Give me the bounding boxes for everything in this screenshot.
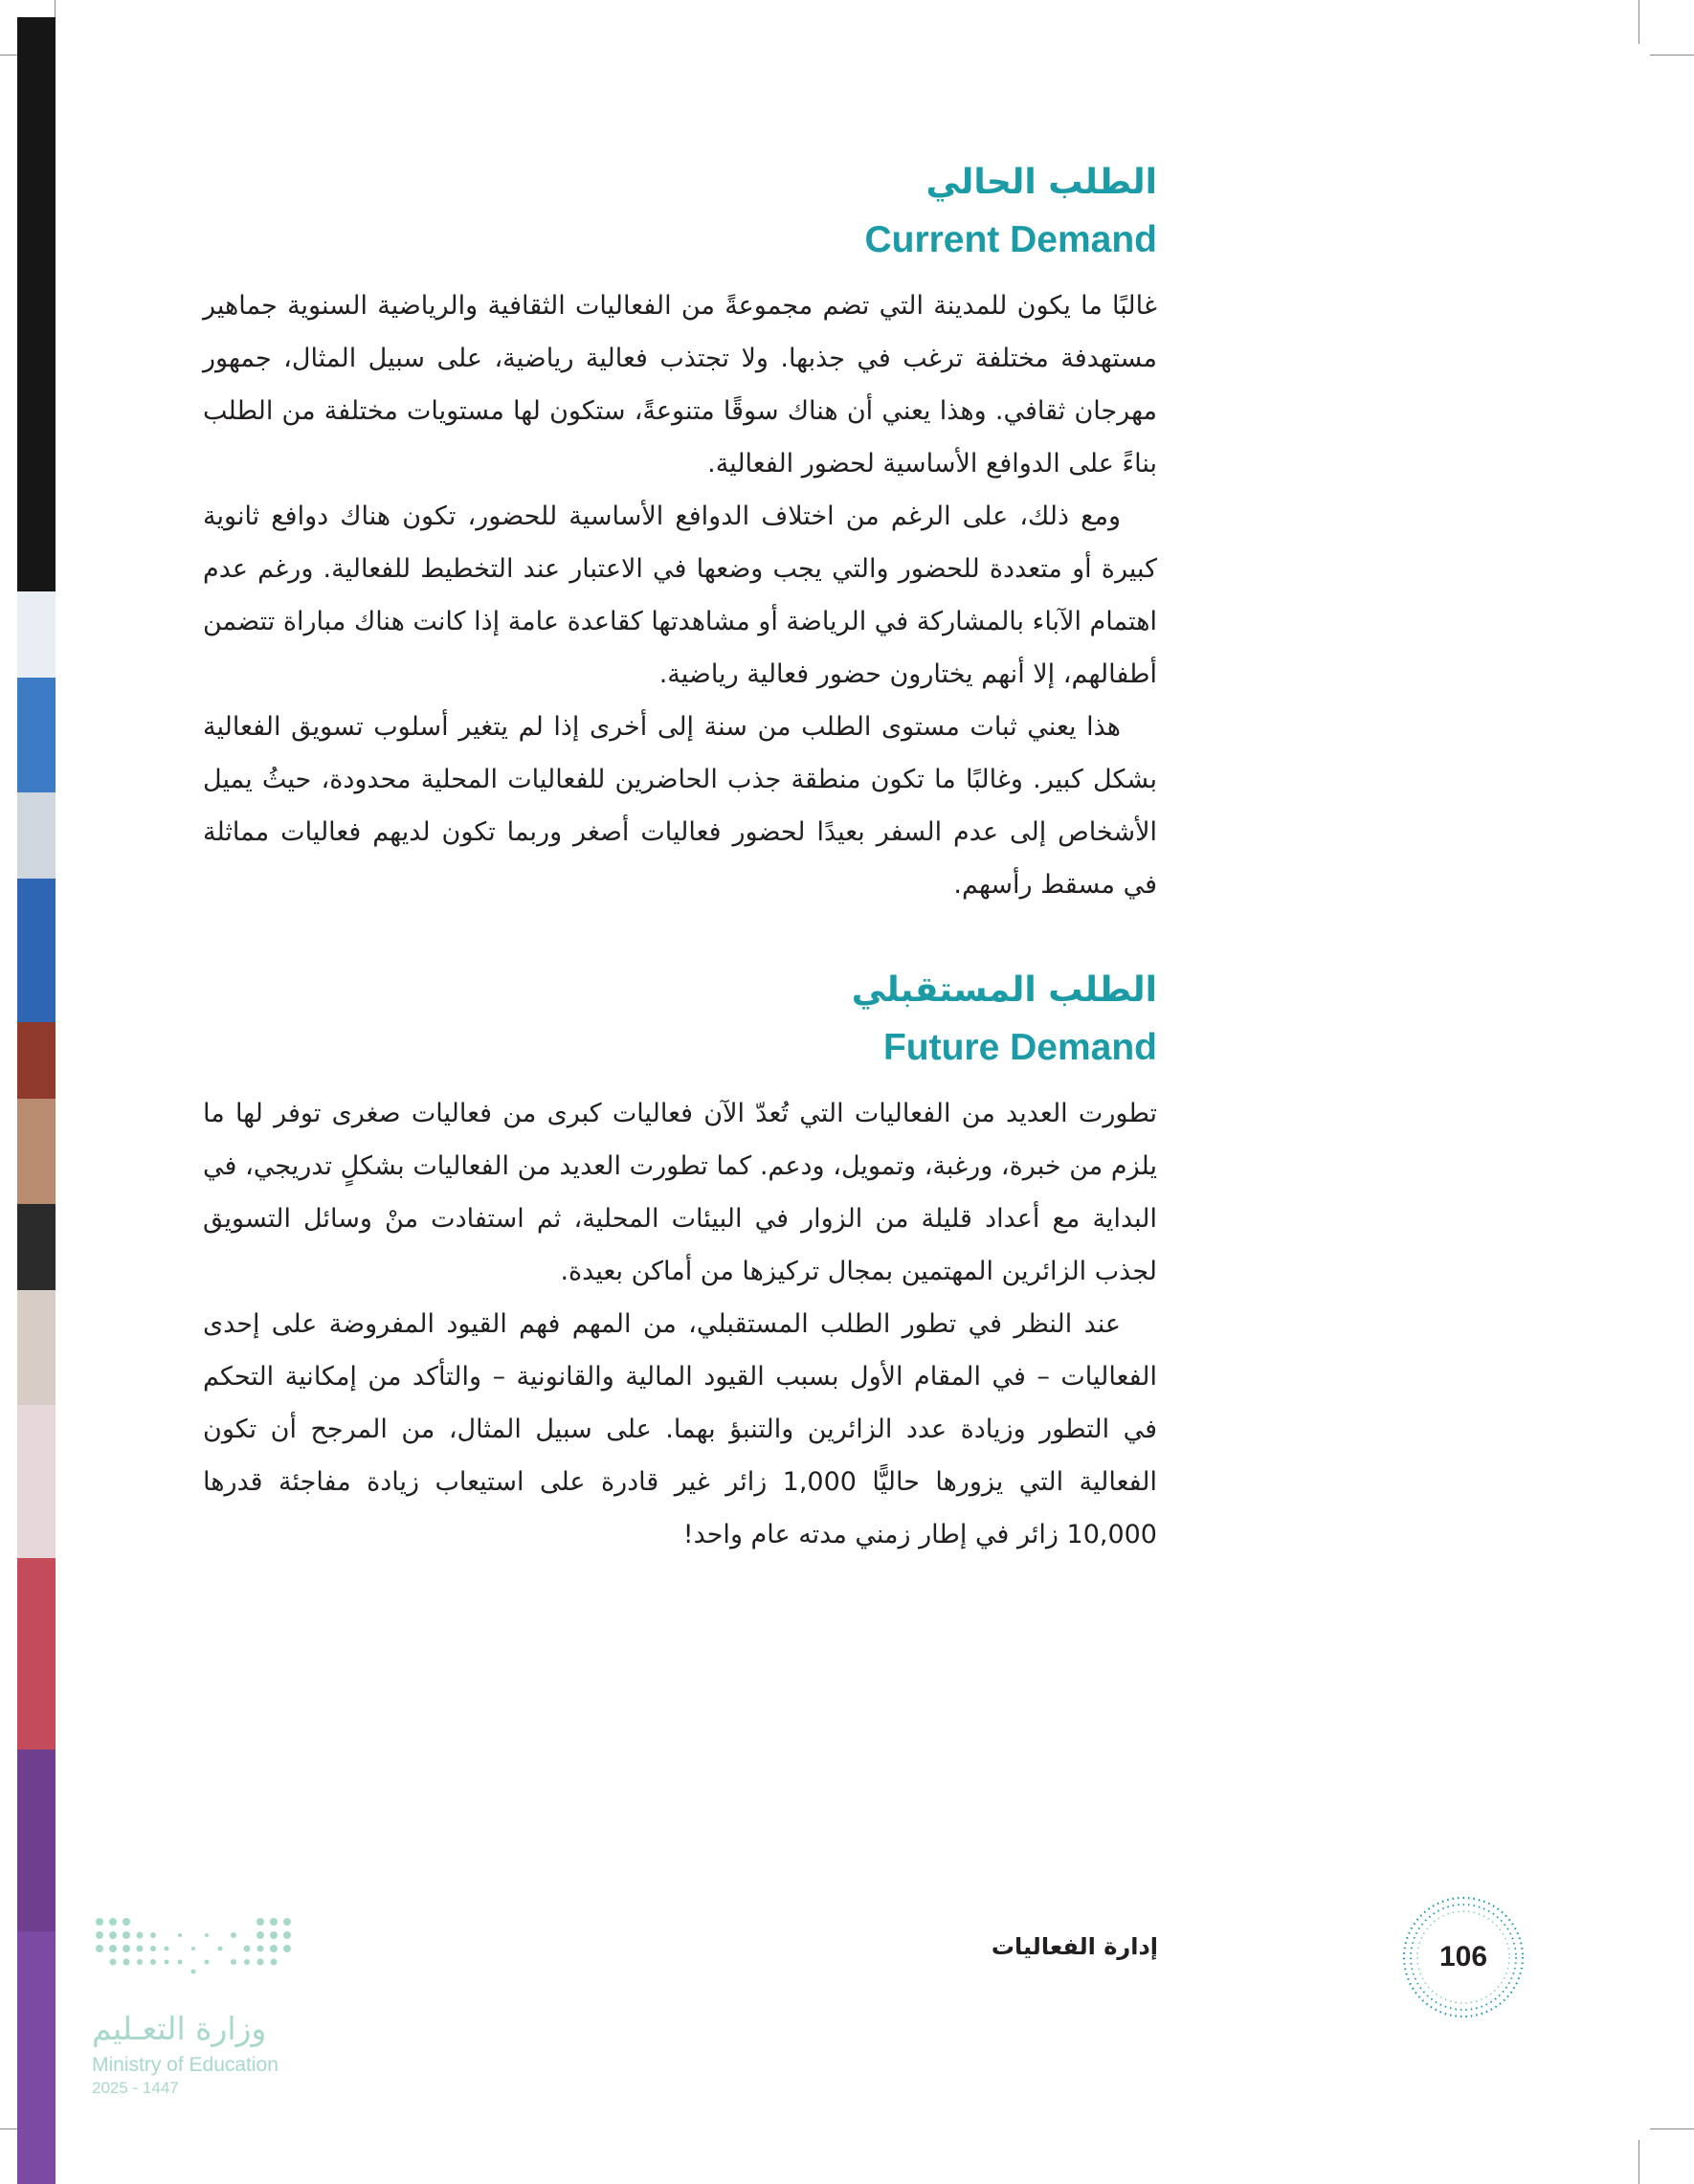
paragraph: عند النظر في تطور الطلب المستقبلي، من المهم فهم القيود المفروضة على إحدى الفعاليات – في المقام الأول بسبب القيود المالية والقانونية – والتأكد من إمكانية التحكم في التطور وزيادة عدد الزائرين والتنبؤ بهما. على سبيل المثال، من المرجح أن تكون الفعالية التي يزورها حاليًّا 1,000 زائر غير قادرة على استيعاب زيادة مفاجئة قدرها 10,000 زائر في إطار زمني مدته عام واحد! xyxy=(203,1309,1157,1549)
crop-mark xyxy=(1638,0,1639,44)
photo-band xyxy=(17,1931,56,2184)
section-body xyxy=(203,1087,1157,1561)
section-future-demand xyxy=(203,961,1157,1561)
section-heading-english: Current Demand xyxy=(864,219,1157,260)
ministry-name-english: Ministry of Education xyxy=(92,2054,279,2076)
page-number-badge xyxy=(1399,1893,1527,2021)
decorative-photo-strip xyxy=(17,17,56,2184)
ministry-year: 2025 - 1447 xyxy=(92,2079,179,2097)
photo-band xyxy=(17,1405,56,1558)
photo-band xyxy=(17,1204,56,1290)
ministry-logo xyxy=(92,1914,312,2106)
photo-band xyxy=(17,792,56,879)
paragraph: غالبًا ما يكون للمدينة التي تضم مجموعةً من الفعاليات الثقافية والرياضية السنوية جماهير مستهدفة مختلفة ترغب في جذبها. ولا تجتذب فعالية رياضية، على سبيل المثال، جمهور مهرجان ثقافي. وهذا يعني أن هناك سوقًا متنوعةً، ستكون لها مستويات مختلفة من الطلب بناءً على الدوافع الأساسية لحضور الفعالية. xyxy=(203,291,1157,479)
section-heading-arabic: الطلب الحالي xyxy=(925,163,1157,202)
photo-band xyxy=(17,1558,56,1749)
section-body xyxy=(203,279,1157,911)
ministry-name-arabic: وزارة التعـليم xyxy=(92,2010,267,2047)
crop-mark xyxy=(1650,55,1694,56)
photo-band xyxy=(17,879,56,1022)
section-current-demand xyxy=(203,153,1157,911)
book-title: إدارة الفعاليات xyxy=(991,1933,1158,1960)
photo-band xyxy=(17,1749,56,1931)
photo-band xyxy=(17,678,56,792)
paragraph: هذا يعني ثبات مستوى الطلب من سنة إلى أخرى إذا لم يتغير أسلوب تسويق الفعالية بشكل كبير. وغالبًا ما تكون منطقة جذب الحاضرين للفعاليات المحلية محدودة، حيثُ يميل الأشخاص إلى عدم السفر بعيدًا لحضور فعاليات أصغر وربما تكون لديهم فعاليات مماثلة في مسقط رأسهم. xyxy=(203,712,1157,900)
paragraph: ومع ذلك، على الرغم من اختلاف الدوافع الأساسية للحضور، تكون هناك دوافع ثانوية كبيرة أو متعددة للحضور والتي يجب وضعها في الاعتبار عند التخطيط للفعالية. ورغم عدم اهتمام الآباء بالمشاركة في الرياضة أو مشاهدتها كقاعدة عامة إذا كانت هناك مباراة تتضمن أطفالهم، إلا أنهم يختارون حضور فعالية رياضية. xyxy=(203,501,1157,689)
photo-band xyxy=(17,1290,56,1405)
crop-mark xyxy=(1650,2128,1694,2129)
photo-band xyxy=(17,17,56,591)
section-heading-arabic: الطلب المستقبلي xyxy=(851,970,1157,1010)
crop-mark xyxy=(1638,2140,1639,2184)
photo-band xyxy=(17,1099,56,1204)
page-number: 106 xyxy=(1438,1941,1488,1972)
photo-band xyxy=(17,591,56,678)
page-content xyxy=(203,153,1157,1561)
paragraph: تطورت العديد من الفعاليات التي تُعدّ الآن فعاليات كبرى من فعاليات صغرى توفر لها ما يلزم من خبرة، ورغبة، وتمويل، ودعم. كما تطورت العديد من الفعاليات بشكلٍ تدريجي، في البداية مع أعداد قليلة من الزوار في البيئات المحلية، ثم استفادت منْ وسائل التسويق لجذب الزائرين المهتمين بمجال تركيزها من أماكن بعيدة. xyxy=(203,1099,1157,1286)
photo-band xyxy=(17,1022,56,1099)
ministry-dots-icon xyxy=(92,1914,302,1991)
section-heading-english: Future Demand xyxy=(882,1027,1157,1068)
